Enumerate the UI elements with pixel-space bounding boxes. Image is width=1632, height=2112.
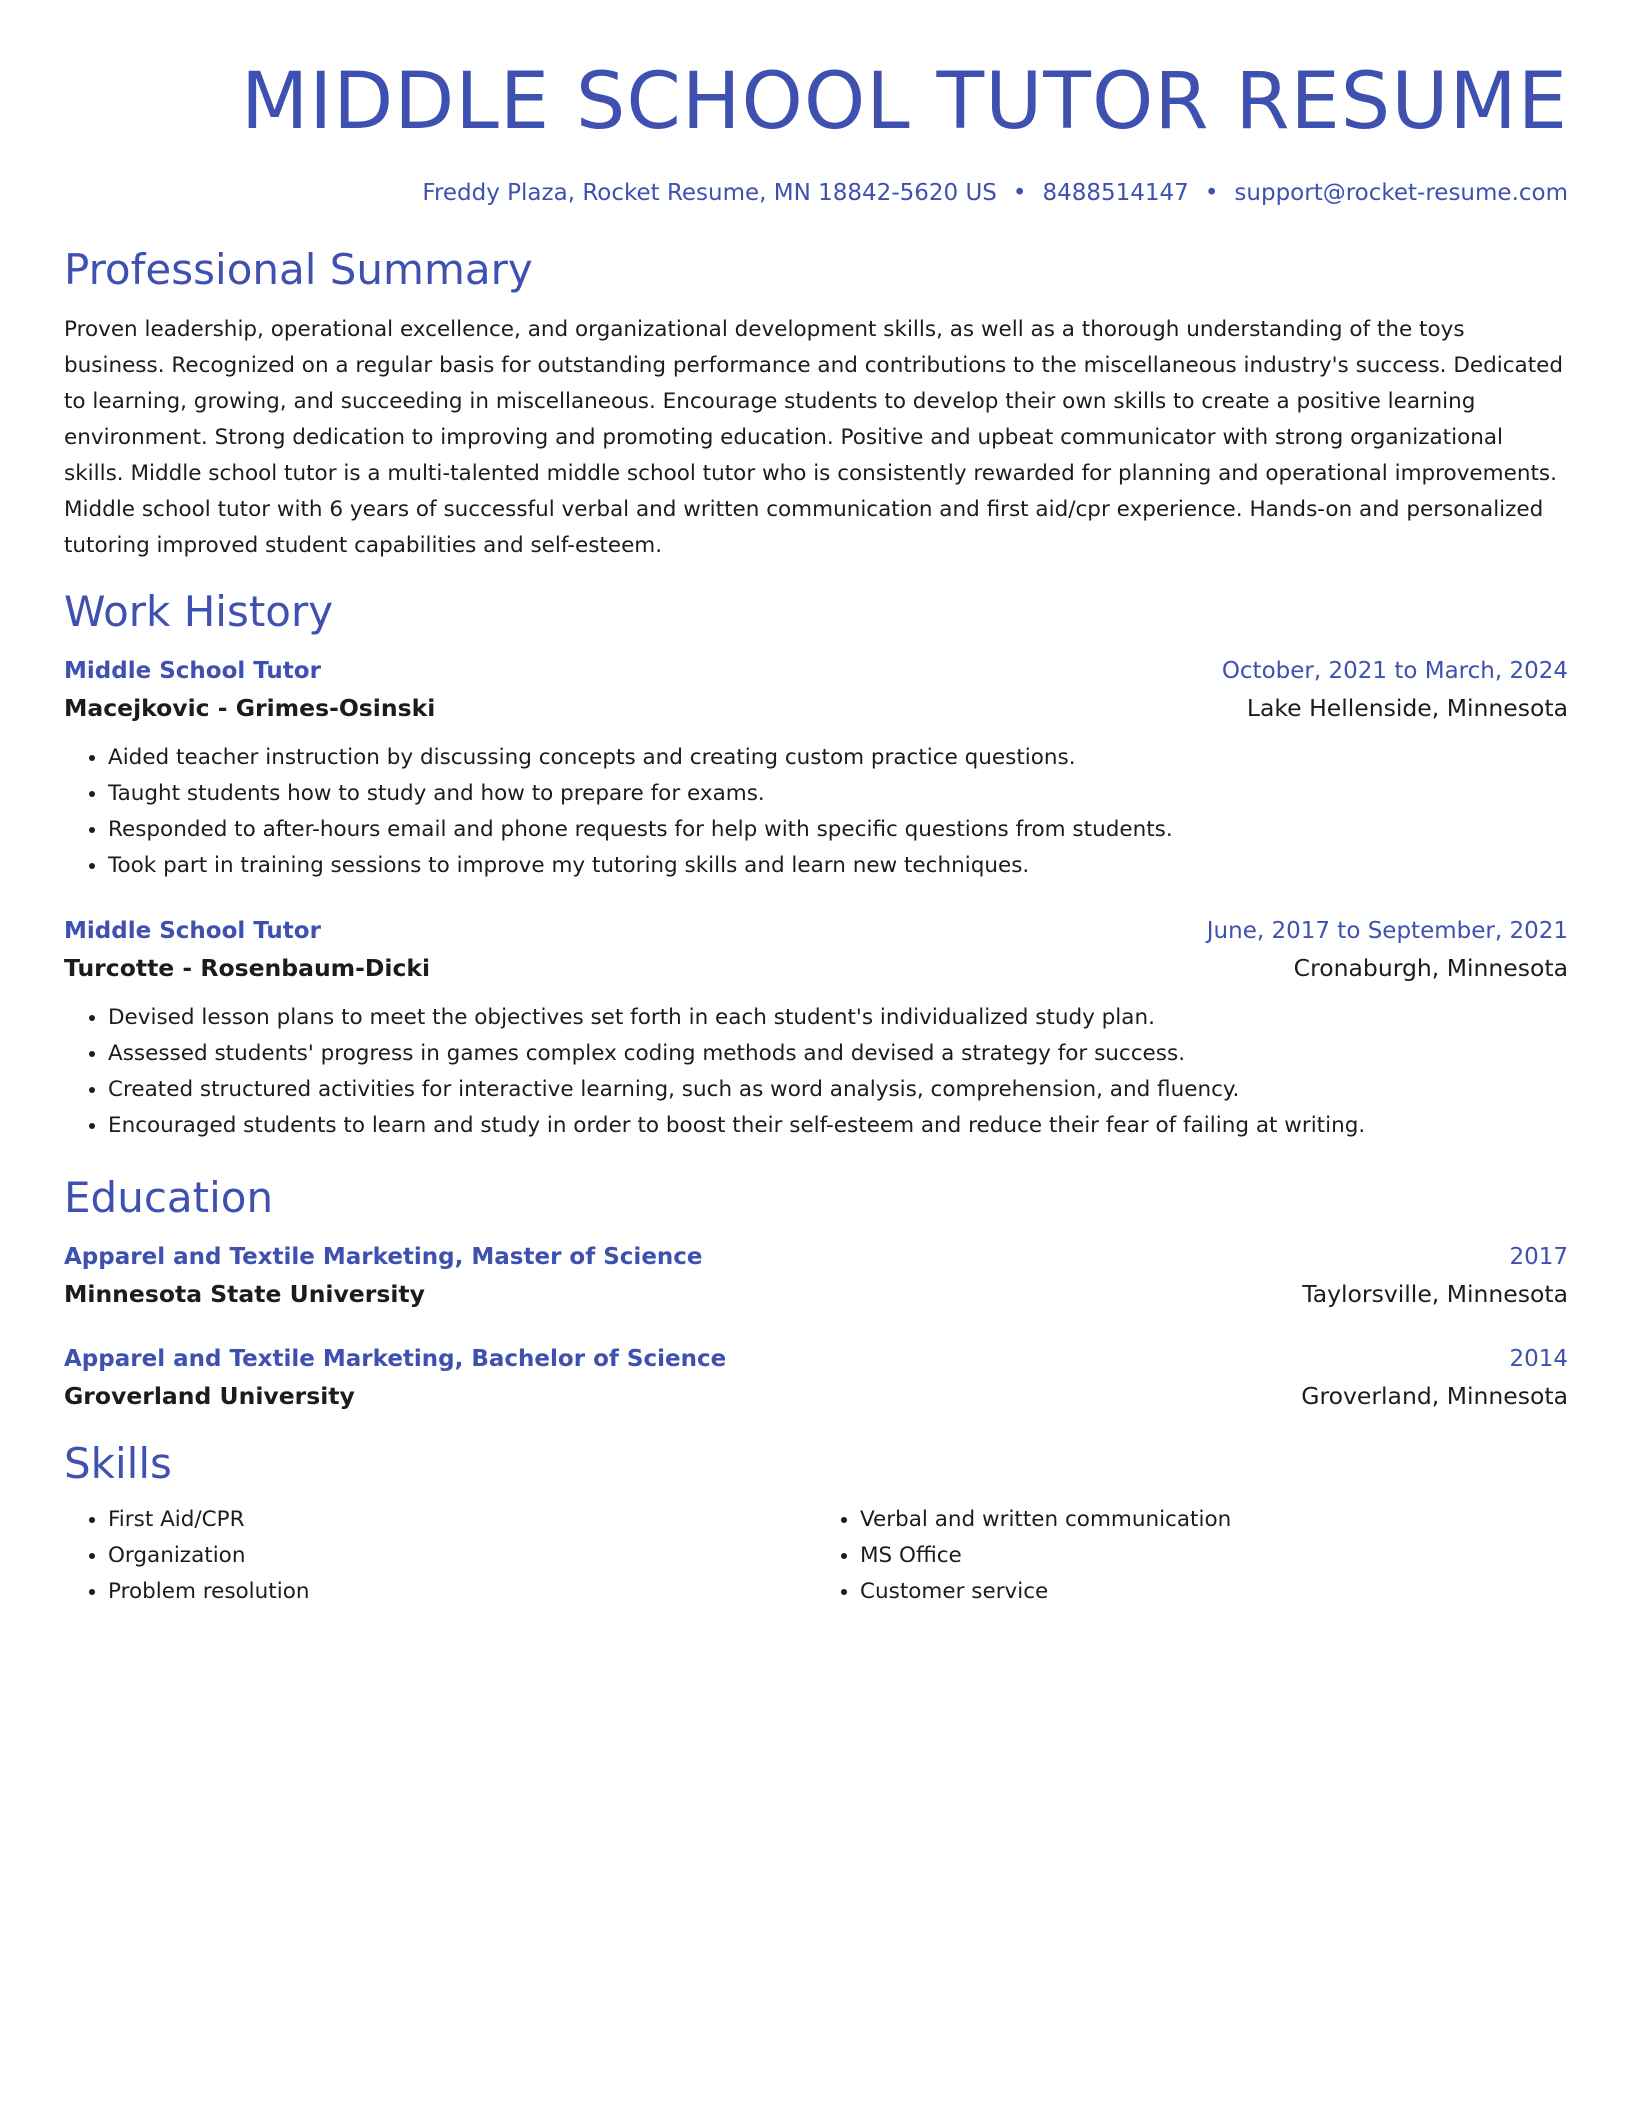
job-bullet: • Assessed students' progress in games complex coding methods and devised a strategy for success. (108, 1036, 1568, 1072)
job-title-row (64, 914, 1568, 948)
job-bullet: • Aided teacher instruction by discussing concepts and creating custom practice questions. (108, 740, 1568, 776)
school-row (64, 1376, 1568, 1416)
skills-section (64, 1436, 1568, 1610)
contact-phone: 8488514147 (1042, 180, 1189, 206)
job-bullet: • Took part in training sessions to improve my tutoring skills and learn new techniques. (108, 848, 1568, 884)
summary-paragraph: Proven leadership, operational excellence, and organizational development skills, as well as a thorough understanding of the toys business. Recognized on a regular basis for outstanding performance and contributions to the miscellaneous industry's success. Dedicated to learning, growing, and succeeding in miscellaneous. Encourage students to develop their own skills to create a positive learning environment. Strong dedication to improving and promoting education. Positive and upbeat communicator with strong organizational skills. Middle school tutor is a multi-talented middle school tutor who is consistently rewarded for planning and operational improvements. Middle school tutor with 6 years of successful verbal and written communication and first aid/cpr experience. Hands-on and personalized tutoring improved student capabilities and self-esteem. (64, 317, 1564, 558)
degree-name: Apparel and Textile Marketing, Bachelor of Science (64, 1346, 727, 1372)
education-entry (64, 1240, 1568, 1314)
skill-item: • MS Office (860, 1538, 1568, 1574)
job-location: Cronaburgh, Minnesota (1293, 954, 1568, 982)
job-title-row (64, 654, 1568, 688)
skill-item: • First Aid/CPR (108, 1502, 816, 1538)
degree-row (64, 1240, 1568, 1274)
section-heading: Education (64, 1173, 274, 1222)
degree-row (64, 1342, 1568, 1376)
skills-column-right (816, 1502, 1568, 1610)
job-bullet: • Responded to after-hours email and phone requests for help with specific questions from students. (108, 812, 1568, 848)
contact-line (64, 176, 1568, 210)
contact-email: support@rocket-resume.com (1234, 180, 1568, 206)
job-company: Turcotte - Rosenbaum-Dicki (64, 954, 431, 982)
skill-item: • Organization (108, 1538, 816, 1574)
degree-year: 2014 (1509, 1346, 1568, 1372)
contact-separator: • (1012, 180, 1027, 206)
job-bullet-list (64, 1000, 1568, 1144)
contact-address: Freddy Plaza, Rocket Resume, MN 18842-5620 US (422, 180, 997, 206)
section-heading: Work History (64, 587, 334, 636)
job-company: Macejkovic - Grimes-Osinski (64, 694, 436, 722)
degree-name: Apparel and Textile Marketing, Master of Science (64, 1244, 703, 1270)
resume-title: MIDDLE SCHOOL TUTOR RESUME (240, 57, 1568, 147)
school-name: Groverland University (64, 1382, 355, 1410)
education-section (64, 1170, 1568, 1416)
job-location: Lake Hellenside, Minnesota (1246, 694, 1568, 722)
school-name: Minnesota State University (64, 1280, 425, 1308)
job-entry (64, 914, 1568, 1144)
job-company-row (64, 688, 1568, 728)
job-title: Middle School Tutor (64, 658, 321, 684)
section-heading: Skills (64, 1439, 172, 1488)
skills-column-left (64, 1502, 816, 1610)
job-bullet: • Taught students how to study and how to prepare for exams. (108, 776, 1568, 812)
job-bullet: • Encouraged students to learn and study in order to boost their self-esteem and reduce their fear of failing at writing. (108, 1108, 1568, 1144)
skill-item: • Problem resolution (108, 1574, 816, 1610)
degree-year: 2017 (1509, 1244, 1568, 1270)
job-title: Middle School Tutor (64, 918, 321, 944)
job-dates: October, 2021 to March, 2024 (1221, 658, 1568, 684)
school-location: Taylorsville, Minnesota (1302, 1280, 1568, 1308)
skill-item: • Verbal and written communication (860, 1502, 1568, 1538)
section-heading: Professional Summary (64, 245, 533, 294)
education-entry (64, 1342, 1568, 1416)
school-location: Groverland, Minnesota (1301, 1382, 1568, 1410)
resume-header (64, 52, 1568, 210)
job-bullet: • Devised lesson plans to meet the objectives set forth in each student's individualized study plan. (108, 1000, 1568, 1036)
contact-separator: • (1204, 180, 1219, 206)
job-company-row (64, 948, 1568, 988)
job-bullet-list (64, 740, 1568, 884)
job-bullet: • Created structured activities for interactive learning, such as word analysis, comprehension, and fluency. (108, 1072, 1568, 1108)
job-entry (64, 654, 1568, 884)
school-row (64, 1274, 1568, 1314)
skill-item: • Customer service (860, 1574, 1568, 1610)
job-dates: June, 2017 to September, 2021 (1206, 918, 1568, 944)
professional-summary-section (64, 242, 1568, 564)
skills-grid (64, 1502, 1568, 1610)
work-history-section (64, 584, 1568, 1144)
